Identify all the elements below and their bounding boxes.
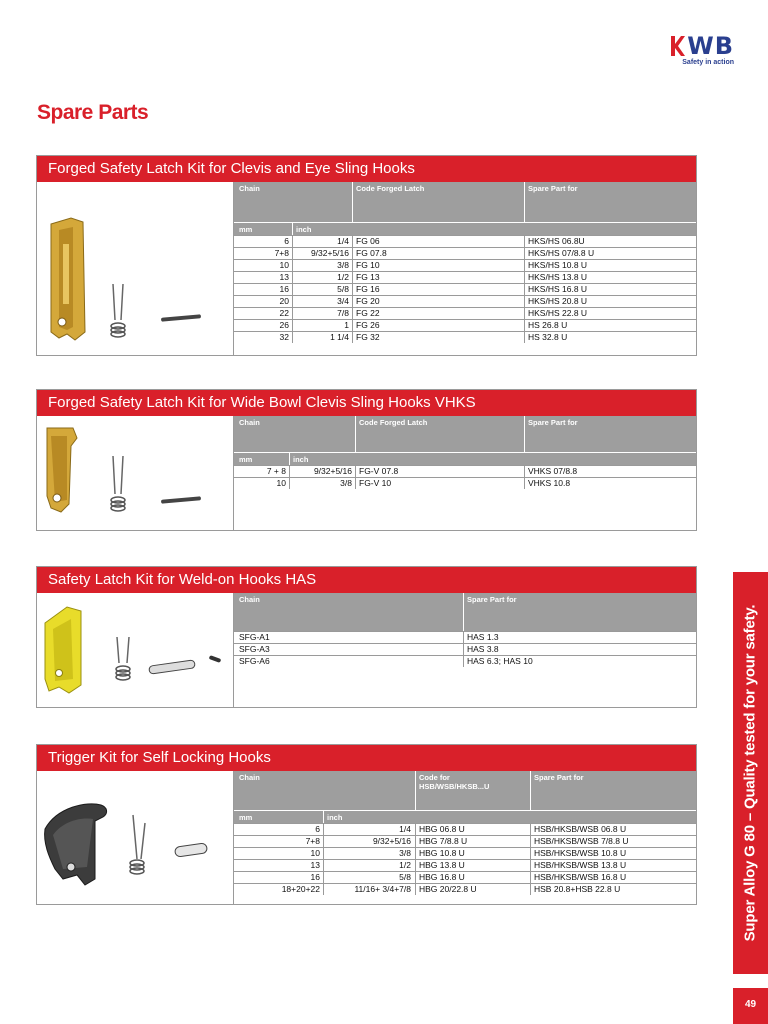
page-number: 49 xyxy=(744,999,757,1010)
has-latch-kit-illustration xyxy=(37,593,234,707)
product-image xyxy=(37,416,234,530)
table-row xyxy=(234,477,696,489)
cell-inch: 3/8 xyxy=(337,260,349,270)
cell-spare: HSB/HKSB/WSB 13.8 U xyxy=(534,860,627,870)
cell-inch: 1/2 xyxy=(337,272,349,282)
col-chain: Chain xyxy=(239,773,260,782)
cell-spare: HSB 20.8+HSB 22.8 U xyxy=(534,884,621,894)
section-title: Safety Latch Kit for Weld-on Hooks HAS xyxy=(37,567,696,593)
cell-inch: 1/4 xyxy=(399,824,411,834)
col-code-line2: HSB/WSB/HKSB...U xyxy=(419,782,490,791)
table-row xyxy=(234,823,696,835)
cell-mm: 7+8 xyxy=(305,836,320,846)
table-header xyxy=(234,593,696,631)
col-code-line1: Code for xyxy=(419,773,450,782)
col-chain: Chain xyxy=(239,184,260,193)
spec-table xyxy=(234,182,696,343)
table-row xyxy=(234,307,696,319)
section-title: Forged Safety Latch Kit for Clevis and Eye Sling Hooks xyxy=(37,156,696,182)
cell-spare: HKS/HS 20.8 U xyxy=(528,296,588,306)
brand-tagline: Safety in action xyxy=(682,59,734,66)
cell-code: FG 07.8 xyxy=(356,248,387,258)
cell-inch: 9/32+5/16 xyxy=(313,466,352,476)
cell-spare: HS 26.8 U xyxy=(528,320,568,330)
cell-mm: 20 xyxy=(279,296,289,306)
trigger-kit-illustration xyxy=(37,771,234,904)
section-has-latch-kit xyxy=(36,566,697,708)
table-row xyxy=(234,871,696,883)
cell-chain: SFG-A3 xyxy=(239,644,270,654)
product-image xyxy=(37,771,234,904)
table-row xyxy=(234,331,696,343)
cell-inch: 1 xyxy=(344,320,349,330)
col-inch: inch xyxy=(296,225,312,234)
col-spare: Spare Part for xyxy=(534,773,584,782)
table-header xyxy=(234,771,696,810)
cell-spare: HKS/HS 22.8 U xyxy=(528,308,588,318)
brand-wordmark-visible: WB xyxy=(687,32,734,60)
cell-inch: 5/8 xyxy=(399,872,411,882)
cell-mm: 16 xyxy=(310,872,320,882)
cell-inch: 3/8 xyxy=(340,478,352,488)
side-caption: Super Alloy G 80 – Quality tested for your safety. xyxy=(741,604,759,942)
cell-inch: 3/4 xyxy=(337,296,349,306)
cell-spare: HSB/HKSB/WSB 7/8.8 U xyxy=(534,836,629,846)
section-title: Trigger Kit for Self Locking Hooks xyxy=(37,745,696,771)
cell-code: FG 20 xyxy=(356,296,380,306)
table-row xyxy=(234,283,696,295)
cell-mm: 16 xyxy=(279,284,289,294)
cell-mm: 13 xyxy=(310,860,320,870)
cell-mm: 6 xyxy=(315,824,320,834)
table-row xyxy=(234,643,696,655)
cell-spare: HAS 6.3; HAS 10 xyxy=(467,656,533,666)
spec-table xyxy=(234,771,696,895)
cell-code: FG 16 xyxy=(356,284,380,294)
cell-mm: 22 xyxy=(279,308,289,318)
cell-inch: 1/4 xyxy=(337,236,349,246)
col-spare: Spare Part for xyxy=(528,418,578,427)
cell-chain: SFG-A6 xyxy=(239,656,270,666)
cell-spare: HS 32.8 U xyxy=(528,332,568,342)
brand-name xyxy=(646,34,734,58)
cell-inch: 3/8 xyxy=(399,848,411,858)
table-header xyxy=(234,182,696,222)
cell-code: HBG 10.8 U xyxy=(419,848,465,858)
col-code: Code Forged Latch xyxy=(359,418,428,427)
cell-code: FG 32 xyxy=(356,332,380,342)
cell-code: FG-V 07.8 xyxy=(359,466,399,476)
cell-mm: 32 xyxy=(279,332,289,342)
cell-mm: 18+20+22 xyxy=(281,884,320,894)
cell-spare: HKS/HS 16.8 U xyxy=(528,284,588,294)
cell-mm: 10 xyxy=(279,260,289,270)
table-row xyxy=(234,847,696,859)
cell-code: HBG 06.8 U xyxy=(419,824,465,834)
product-image xyxy=(37,593,234,707)
cell-mm: 10 xyxy=(276,478,286,488)
section-clevis-eye-latch-kit xyxy=(36,155,697,356)
cell-inch: 9/32+5/16 xyxy=(310,248,349,258)
cell-chain: SFG-A1 xyxy=(239,632,270,642)
col-inch: inch xyxy=(293,455,309,464)
section-title: Forged Safety Latch Kit for Wide Bowl Clevis Sling Hooks VHKS xyxy=(37,390,696,416)
cell-mm: 13 xyxy=(279,272,289,282)
forged-latch-kit-illustration xyxy=(37,182,234,355)
cell-code: FG 10 xyxy=(356,260,380,270)
vhks-latch-kit-illustration xyxy=(37,416,234,530)
col-mm: mm xyxy=(239,455,253,464)
cell-mm: 7+8 xyxy=(274,248,289,258)
unit-header xyxy=(234,222,696,235)
table-row xyxy=(234,631,696,643)
col-spare: Spare Part for xyxy=(528,184,578,193)
cell-code: FG 26 xyxy=(356,320,380,330)
col-mm: mm xyxy=(239,225,253,234)
cell-inch: 1 1/4 xyxy=(330,332,349,342)
col-spare: Spare Part for xyxy=(467,595,517,604)
cell-spare: HKS/HS 10.8 U xyxy=(528,260,588,270)
cell-spare: HKS/HS 06.8U xyxy=(528,236,585,246)
col-mm: mm xyxy=(239,813,253,822)
cell-spare: HSB/HKSB/WSB 16.8 U xyxy=(534,872,627,882)
table-row xyxy=(234,655,696,667)
cell-spare: HAS 1.3 xyxy=(467,632,499,642)
cell-spare: VHKS 10.8 xyxy=(528,478,571,488)
table-row xyxy=(234,259,696,271)
table-row xyxy=(234,235,696,247)
k-chevron-icon xyxy=(671,36,685,56)
cell-spare: HSB/HKSB/WSB 10.8 U xyxy=(534,848,627,858)
cell-code: HBG 7/8.8 U xyxy=(419,836,468,846)
spec-table xyxy=(234,416,696,489)
cell-code: FG-V 10 xyxy=(359,478,392,488)
cell-inch: 1/2 xyxy=(399,860,411,870)
table-row xyxy=(234,295,696,307)
cell-inch: 7/8 xyxy=(337,308,349,318)
cell-code: HBG 13.8 U xyxy=(419,860,465,870)
cell-code: HBG 20/22.8 U xyxy=(419,884,477,894)
product-image xyxy=(37,182,234,355)
table-row xyxy=(234,859,696,871)
section-trigger-kit xyxy=(36,744,697,905)
cell-spare: HKS/HS 13.8 U xyxy=(528,272,588,282)
cell-inch: 5/8 xyxy=(337,284,349,294)
table-row xyxy=(234,465,696,477)
cell-mm: 6 xyxy=(284,236,289,246)
cell-spare: HKS/HS 07/8.8 U xyxy=(528,248,595,258)
kwb-logo xyxy=(646,34,734,68)
cell-spare: VHKS 07/8.8 xyxy=(528,466,578,476)
section-vhks-latch-kit xyxy=(36,389,697,531)
col-chain: Chain xyxy=(239,418,260,427)
table-row xyxy=(234,883,696,895)
spec-table xyxy=(234,593,696,667)
cell-inch: 11/16+ 3/4+7/8 xyxy=(354,884,411,894)
col-code: Code Forged Latch xyxy=(356,184,425,193)
cell-code: HBG 16.8 U xyxy=(419,872,465,882)
cell-spare: HAS 3.8 xyxy=(467,644,499,654)
unit-header xyxy=(234,452,696,465)
table-row xyxy=(234,319,696,331)
unit-header xyxy=(234,810,696,823)
table-row xyxy=(234,835,696,847)
cell-code: FG 13 xyxy=(356,272,380,282)
col-inch: inch xyxy=(327,813,343,822)
cell-spare: HSB/HKSB/WSB 06.8 U xyxy=(534,824,627,834)
cell-mm: 7 + 8 xyxy=(266,466,286,476)
cell-inch: 9/32+5/16 xyxy=(372,836,411,846)
cell-mm: 10 xyxy=(310,848,320,858)
table-row xyxy=(234,247,696,259)
cell-code: FG 22 xyxy=(356,308,380,318)
cell-code: FG 06 xyxy=(356,236,380,246)
table-header xyxy=(234,416,696,452)
cell-mm: 26 xyxy=(279,320,289,330)
col-chain: Chain xyxy=(239,595,260,604)
page-title: Spare Parts xyxy=(37,101,149,124)
table-row xyxy=(234,271,696,283)
